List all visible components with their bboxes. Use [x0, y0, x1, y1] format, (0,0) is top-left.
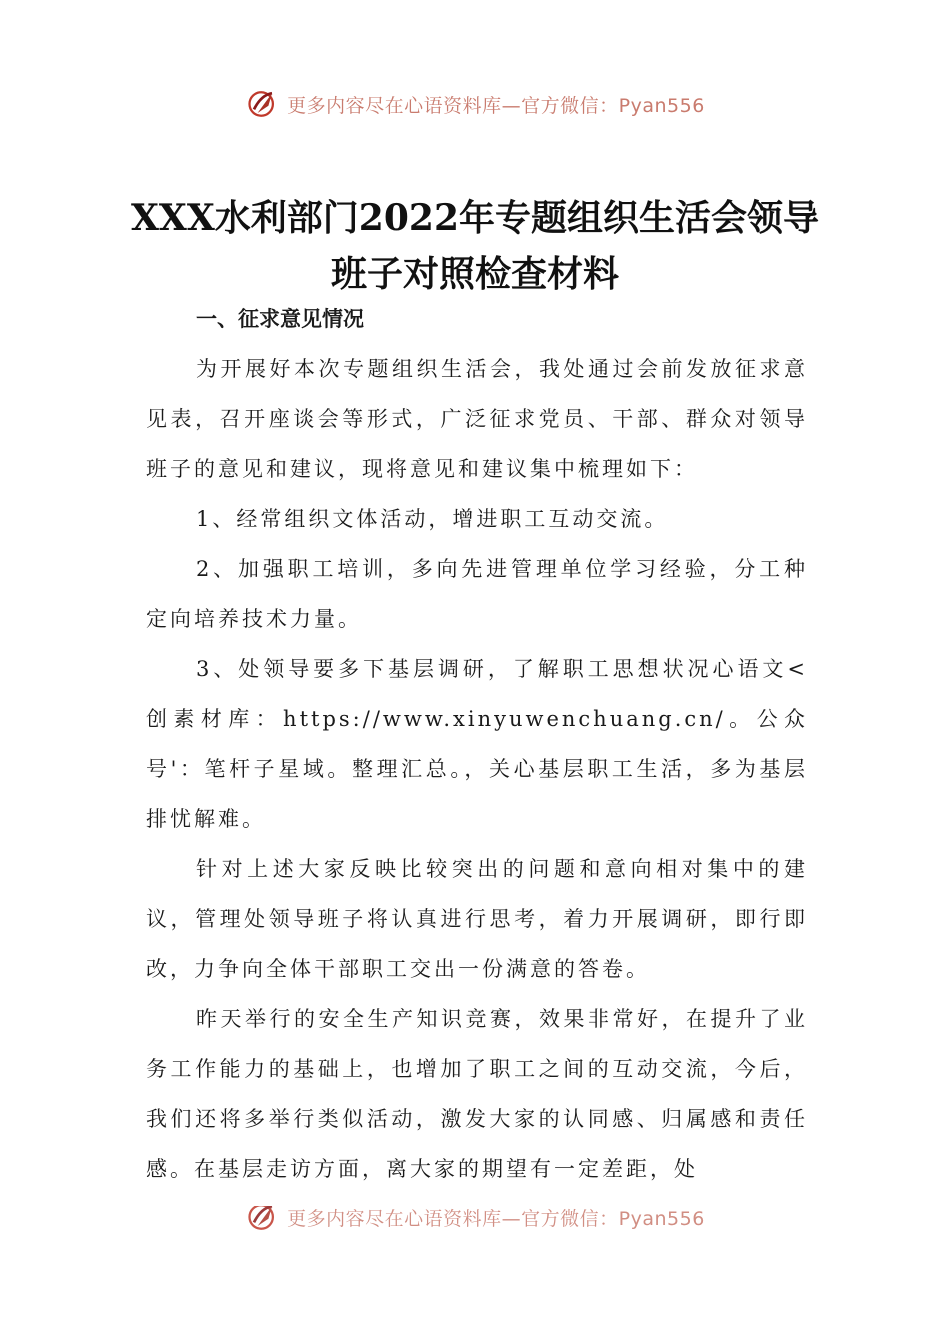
paragraph-activity: 昨天举行的安全生产知识竞赛，效果非常好，在提升了业务工作能力的基础上，也增加了职工之间的互动交流，今后，我们还将多举行类似活动，激发大家的认同感、归属感和责任感。在基层走访方面，离大家的期望有一定差距，处 — [146, 1007, 808, 1181]
title-line-1: XXX水利部门2022年专题组织生活会领导 — [131, 197, 819, 239]
pen-logo-icon — [245, 86, 281, 122]
paragraph-item-2: 2、加强职工培训，多向先进管理单位学习经验，分工种定向培养技术力量。 — [146, 557, 808, 631]
header-watermark — [0, 84, 950, 124]
watermark-text: 更多内容尽在心语资料库—官方微信：Pyan556 — [287, 1207, 705, 1230]
paragraph-item-3: 3、处领导要多下基层调研，了解职工思想状况心语文<创素材库：https://www.xinyuwenchuang.cn/。公众号'：笔杆子星域。整理汇总。，关心基层职工生活，多为基层排忧解难。 — [146, 657, 808, 831]
watermark-text: 更多内容尽在心语资料库—官方微信：Pyan556 — [287, 94, 705, 117]
document-body — [146, 294, 808, 1194]
paragraph-item-1: 1、经常组织文体活动，增进职工互动交流。 — [196, 507, 669, 531]
document-title — [120, 190, 830, 302]
paragraph-intro: 为开展好本次专题组织生活会，我处通过会前发放征求意见表，召开座谈会等形式，广泛征求党员、干部、群众对领导班子的意见和建议，现将意见和建议集中梳理如下： — [146, 357, 808, 481]
title-line-2: 班子对照检查材料 — [330, 253, 619, 295]
section-heading: 一、征求意见情况 — [196, 307, 364, 331]
footer-watermark — [0, 1206, 950, 1240]
pen-logo-icon — [245, 1206, 281, 1235]
paragraph-response: 针对上述大家反映比较突出的问题和意向相对集中的建议，管理处领导班子将认真进行思考，着力开展调研，即行即改，力争向全体干部职工交出一份满意的答卷。 — [146, 857, 808, 981]
